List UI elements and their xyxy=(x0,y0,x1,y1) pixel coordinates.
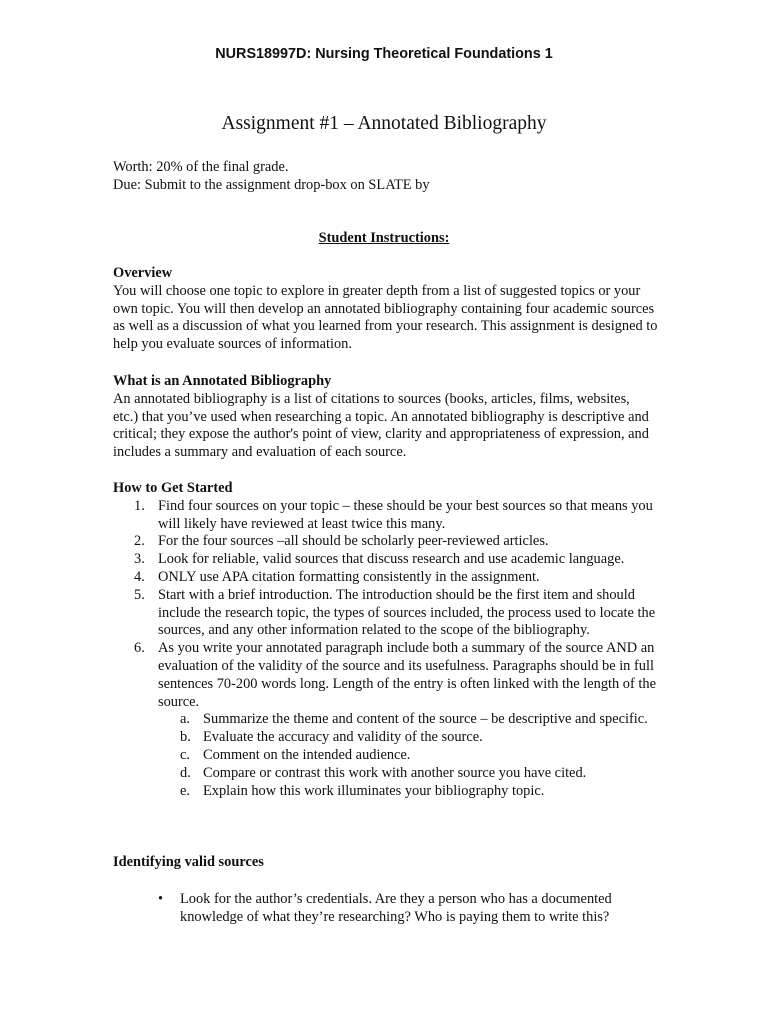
bullet-list xyxy=(113,891,658,927)
list-item-text: ONLY use APA citation formatting consistently in the assignment. xyxy=(158,568,540,585)
list-item xyxy=(113,569,658,587)
course-title: NURS18997D: Nursing Theoretical Foundations 1 xyxy=(215,46,553,62)
list-marker: 2. xyxy=(134,533,145,550)
lettered-list xyxy=(113,711,658,800)
list-item-text: For the four sources –all should be scholarly peer-reviewed articles. xyxy=(158,533,549,550)
list-item xyxy=(113,640,658,711)
sub-list-item-text: Comment on the intended audience. xyxy=(203,746,411,763)
list-marker: 5. xyxy=(134,586,145,603)
sub-list-item xyxy=(113,747,658,765)
sub-list-marker: e. xyxy=(180,782,190,799)
list-item-text: As you write your annotated paragraph include both a summary of the source AND an evaluation of the validity of the source and its usefulness. Paragraphs should be in full sentences 70-200 words long. Length of the entry is often linked with the length of the source. xyxy=(158,640,656,710)
overview-section xyxy=(113,265,658,354)
list-item-text: Look for reliable, valid sources that discuss research and use academic language. xyxy=(158,551,625,568)
sub-list-marker: d. xyxy=(180,764,191,781)
list-marker: 3. xyxy=(134,551,145,568)
what-is-heading: What is an Annotated Bibliography xyxy=(113,373,332,389)
assignment-meta xyxy=(113,159,658,195)
valid-sources-heading: Identifying valid sources xyxy=(113,854,264,870)
sub-list-item-text: Compare or contrast this work with another source you have cited. xyxy=(203,764,587,781)
list-item-text: Start with a brief introduction. The introduction should be the first item and should include the research topic, the types of sources included, the process used to locate the sources, and any other information related to the scope of the bibliography. xyxy=(158,586,656,639)
sub-list-item xyxy=(113,765,658,783)
list-item xyxy=(113,498,658,534)
list-item-text: Find four sources on your topic – these should be your best sources so that means you will likely have reviewed at least twice this many. xyxy=(158,497,653,532)
sub-list-marker: c. xyxy=(180,746,190,763)
sub-list-item xyxy=(113,729,658,747)
bullet-item-text: Look for the author’s credentials. Are they a person who has a documented knowledge of what they’re researching? Who is paying them to write this? xyxy=(180,890,612,925)
sub-list-marker: b. xyxy=(180,729,191,746)
what-is-text: An annotated bibliography is a list of citations to sources (books, articles, films, websites, etc.) that you’ve used when researching a topic. An annotated bibliography is descriptive and critical; they expose the author's point of view, clarity and appropriateness of expression, and includes a summary and evaluation of each source. xyxy=(113,390,649,461)
bullet-marker: • xyxy=(158,890,164,907)
list-marker: 1. xyxy=(134,497,145,514)
due-line: Due: Submit to the assignment drop-box on SLATE by xyxy=(113,176,430,193)
valid-sources-section xyxy=(113,854,658,926)
instructions-heading: Student Instructions: xyxy=(318,230,450,246)
get-started-section xyxy=(113,480,658,800)
list-item xyxy=(113,551,658,569)
list-marker: 6. xyxy=(134,640,145,657)
sub-list-item xyxy=(113,711,658,729)
numbered-list xyxy=(113,498,658,712)
sub-list-item-text: Evaluate the accuracy and validity of the source. xyxy=(203,729,483,746)
list-item xyxy=(113,533,658,551)
sub-list-item-text: Summarize the theme and content of the source – be descriptive and specific. xyxy=(203,711,648,728)
what-is-section xyxy=(113,373,658,462)
overview-text: You will choose one topic to explore in greater depth from a list of suggested topics or your own topic. You will then develop an annotated bibliography containing four academic sources as well as a discussion of what you learned from your research. This assignment is designed to help you evaluate sources of information. xyxy=(113,282,658,353)
get-started-heading: How to Get Started xyxy=(113,480,233,496)
overview-heading: Overview xyxy=(113,265,173,281)
sub-list-marker: a. xyxy=(180,711,190,728)
sub-list-item xyxy=(113,783,658,801)
sub-list-item-text: Explain how this work illuminates your bibliography topic. xyxy=(203,782,545,799)
list-marker: 4. xyxy=(134,568,145,585)
list-item xyxy=(113,587,658,640)
worth-line: Worth: 20% of the final grade. xyxy=(113,159,289,175)
bullet-item xyxy=(113,891,658,927)
assignment-title: Assignment #1 – Annotated Bibliography xyxy=(221,113,547,134)
